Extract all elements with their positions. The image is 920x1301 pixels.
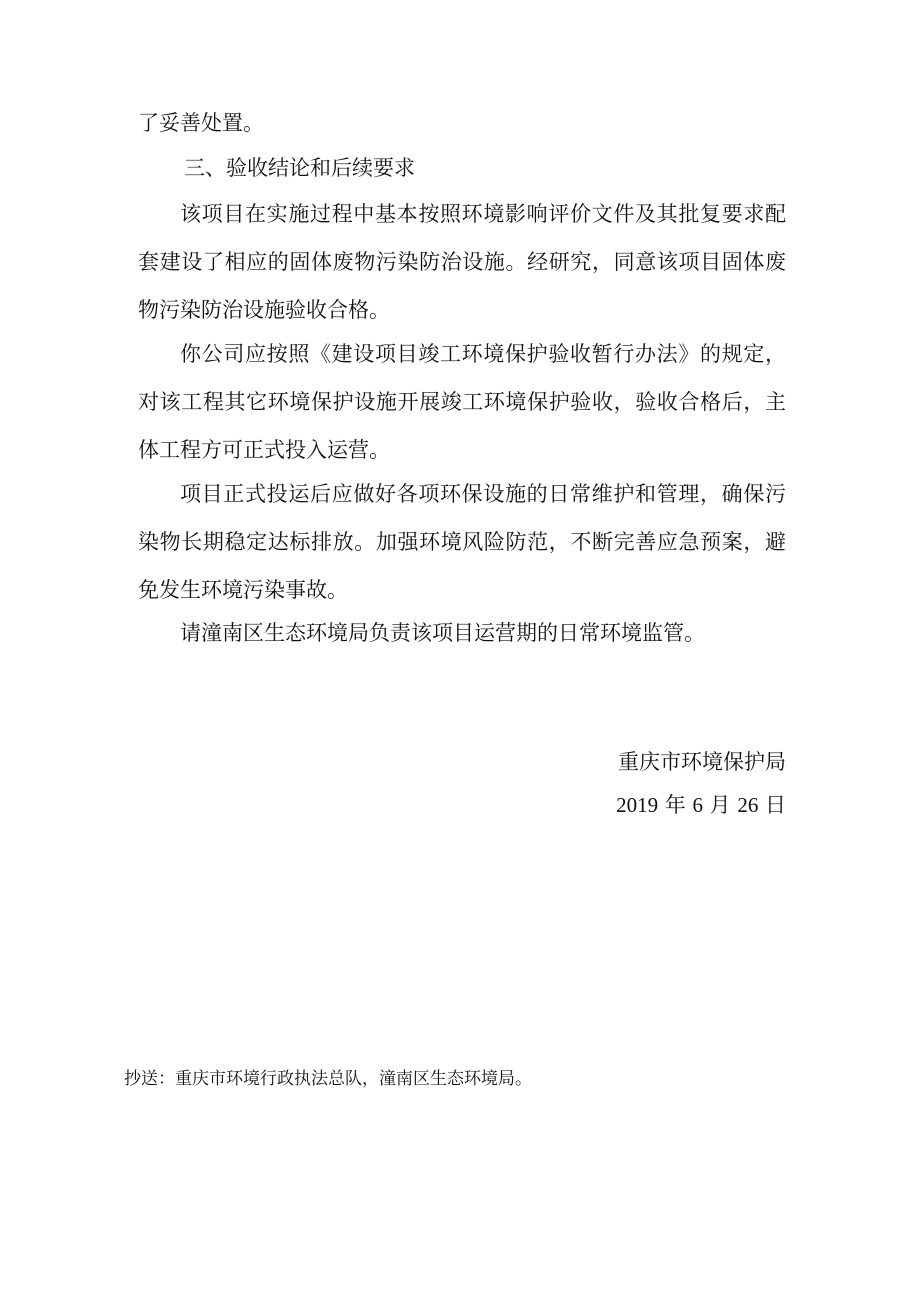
section-heading: 三、验收结论和后续要求 bbox=[184, 156, 415, 180]
date-year: 2019 bbox=[616, 793, 659, 817]
date-year-unit: 年 bbox=[664, 793, 686, 817]
paragraph-maintenance: 项目正式投运后应做好各项环保设施的日常维护和管理，确保污染物长期稳定达标排放。加强环境风险防范，不断完善应急预案，避免发生环境污染事故。 bbox=[138, 482, 786, 602]
date-month: 6 bbox=[692, 793, 703, 817]
continuation-text: 了妥善处置。 bbox=[138, 111, 264, 135]
date-day: 26 bbox=[737, 793, 759, 817]
cc-line: 抄送：重庆市环境行政执法总队，潼南区生态环境局。 bbox=[124, 1069, 532, 1089]
date-month-unit: 月 bbox=[709, 793, 731, 817]
paragraph-acceptance: 该项目在实施过程中基本按照环境影响评价文件及其批复要求配套建设了相应的固体废物污染防治设施。经研究，同意该项目固体废物污染防治设施验收合格。 bbox=[138, 202, 786, 322]
issuer-name: 重庆市环境保护局 bbox=[618, 750, 786, 774]
paragraph-supervision: 请潼南区生态环境局负责该项目运营期的日常环境监管。 bbox=[180, 621, 705, 645]
issue-date bbox=[616, 790, 786, 820]
paragraph-regulation: 你公司应按照《建设项目竣工环境保护验收暂行办法》的规定，对该工程其它环境保护设施开展竣工环境保护验收，验收合格后，主体工程方可正式投入运营。 bbox=[138, 342, 786, 462]
date-day-unit: 日 bbox=[765, 793, 786, 817]
